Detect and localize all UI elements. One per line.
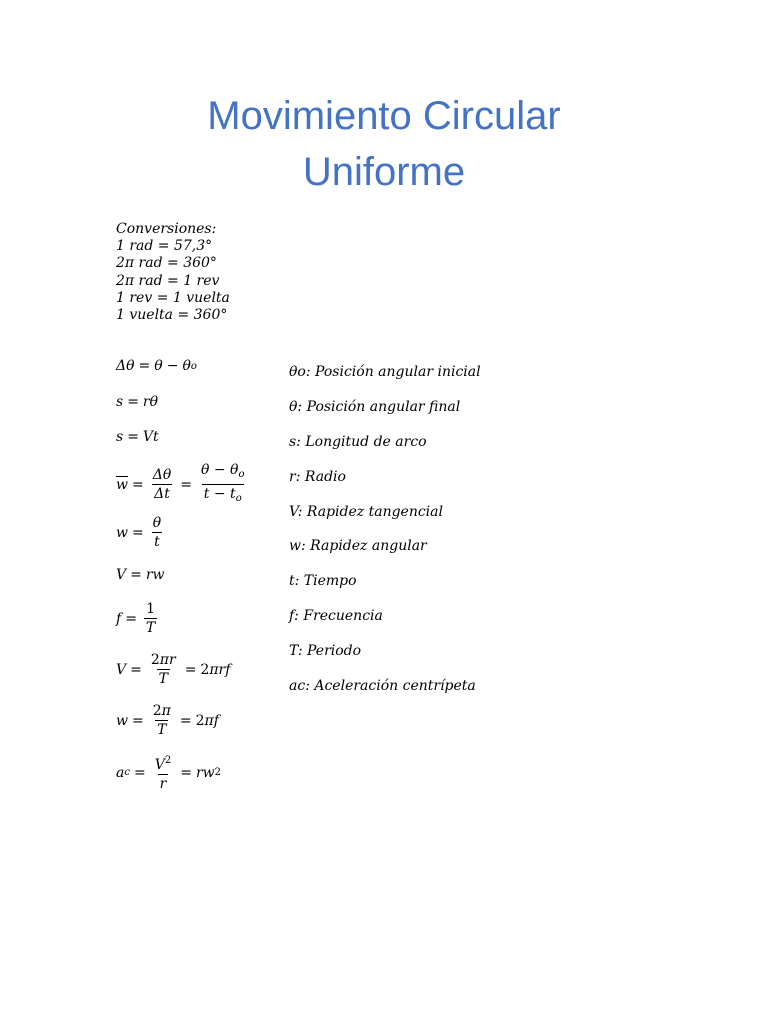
definition-item: θo: Posición angular inicial (289, 364, 481, 380)
conversion-item: 2π rad = 360° (116, 255, 217, 272)
formula-angular-speed: w = $\frac{\theta}{t}$ (116, 515, 162, 550)
formula-arc-length: s = rθ (116, 394, 159, 410)
formula-tangential-speed: V = rw (116, 567, 165, 583)
definition-item: ac: Aceleración centrípeta (289, 678, 476, 695)
formula-tangential-period: V = $\frac{2\pi r}{T}$ = 2 πrf (116, 652, 231, 687)
definition-item: w: Rapidez angular (289, 538, 427, 555)
title-line-2: Uniforme (302, 150, 466, 194)
conversion-item: 2π rad = 1 rev (116, 272, 220, 289)
definition-item: s: Longitud de arco (289, 433, 427, 450)
definition-item: t: Tiempo (289, 573, 357, 590)
conversions-block (116, 221, 230, 324)
formula-mean-angular-speed: $\overline{w}$ = $\frac{\Delta\theta}{\Delta t}$ = $\frac{\theta - \theta_o}{t - t_o}$ (116, 462, 250, 507)
conversion-item: 1 rad = 57,3° (116, 238, 213, 255)
title-line-1: Movimiento Circular (207, 94, 561, 138)
formula-centripetal: a c = $\frac{V^2}{r}$ = rw 2 (116, 755, 221, 792)
formula-arc-velocity: s = Vt (116, 429, 159, 445)
definition-item: V: Rapidez tangencial (289, 503, 443, 520)
page-title (0, 88, 768, 200)
conversion-item: 1 vuelta = 360° (116, 307, 228, 324)
conversions-heading: Conversiones: (116, 221, 217, 237)
definition-item: T: Periodo (289, 643, 362, 660)
definition-item: r: Radio (289, 468, 346, 485)
definitions-list (289, 362, 481, 711)
definition-item: f: Frecuencia (289, 608, 383, 625)
formula-delta-theta: Δθ = θ − θ o (116, 358, 197, 374)
definition-item: θ: Posición angular final (289, 398, 461, 415)
formula-frequency: f = $\frac{1}{T}$ (116, 601, 156, 636)
conversion-item: 1 rev = 1 vuelta (116, 289, 230, 306)
formula-angular-period: w = $\frac{2\pi}{T}$ = 2 πf (116, 703, 219, 738)
